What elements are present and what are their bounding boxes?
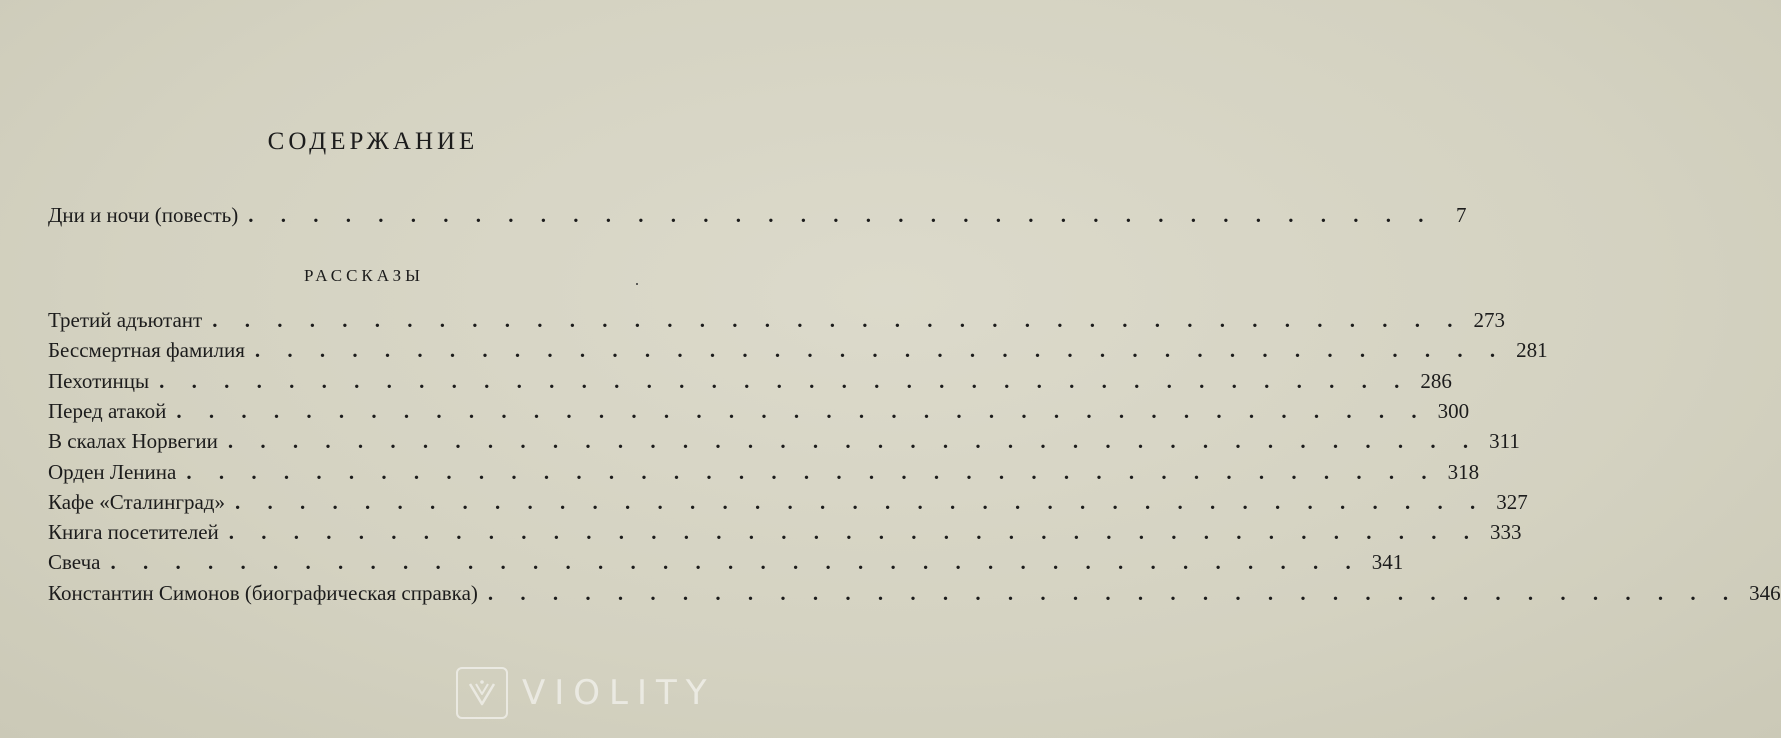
toc-entry-label: Свеча <box>48 550 101 575</box>
toc-entry-page: 318 <box>1447 459 1480 484</box>
dot-leader: . . . . . . . . . . . . . . . . . . . . . . . . . . . . . . . . . . . . . . . <box>254 338 1507 363</box>
toc-entry-page: 273 <box>1473 308 1505 332</box>
toc-entry-page: 300 <box>1437 398 1470 423</box>
toc-entry-label: В скалах Норвегии <box>48 429 218 454</box>
dot-leader: . . . . . . . . . . . . . . . . . . . . . . . . . . . . . . . . . . . . . . . <box>186 459 1438 484</box>
toc-entry <box>48 488 1528 516</box>
toc-entry-label: Орден Ленина <box>48 459 177 484</box>
toc-entry-label: Бессмертная фамилия <box>48 338 245 363</box>
toc-entry-page: 346 <box>1749 580 1781 605</box>
toc-entry-label: Книга посетителей <box>48 520 219 545</box>
toc-entry-label: Пехотинцы <box>48 368 150 393</box>
toc-entry-page: 7 <box>1455 203 1467 227</box>
toc-entry <box>48 427 1520 455</box>
toc-entry <box>48 306 1505 334</box>
toc-entry <box>48 367 1452 395</box>
dot-leader: . . . . . . . . . . . . . . . . . . . . . . . . . . . . . . . . . . . . . . . <box>234 489 1487 514</box>
toc-entry <box>48 336 1548 364</box>
watermark <box>456 666 716 720</box>
toc-entry-page: 327 <box>1496 489 1528 514</box>
toc-entry-page: 286 <box>1420 368 1452 393</box>
toc-entry-label: Перед атакой <box>48 398 167 423</box>
toc-entry-label: Константин Симонов (биографическая справка) <box>48 580 478 605</box>
page-title: СОДЕРЖАНИЕ <box>267 128 479 155</box>
dot-leader: . . . . . . . . . . . . . . . . . . . . . . . . . . . . . . . . . . . . . . . <box>110 550 1362 575</box>
toc-entry <box>48 579 1781 607</box>
toc-entry <box>48 518 1522 546</box>
dot-leader: . . . . . . . . . . . . . . . . . . . . . . . . . . . . . . . . . . . . . . . <box>212 308 1464 332</box>
dot-leader: . . . . . . . . . . . . . . . . . . . . . . . . . . . . . . . . . . . . . <box>248 203 1435 227</box>
toc-entry-label: Дни и ночи (повесть) <box>48 203 239 227</box>
toc-main-entry <box>48 201 1467 229</box>
dot-leader: . . . . . . . . . . . . . . . . . . . . . . . . . . . . . . . . . . . . . . . <box>487 580 1740 605</box>
violity-logo-icon <box>456 667 508 719</box>
toc-entry-page: 311 <box>1489 429 1520 454</box>
toc-entry <box>48 548 1404 576</box>
toc-entry-page: 333 <box>1490 520 1522 545</box>
dot-leader: . . . . . . . . . . . . . . . . . . . . . . . . . . . . . . . . . . . . . . . <box>176 398 1428 423</box>
dot-leader: . . . . . . . . . . . . . . . . . . . . . . . . . . . . . . . . . . . . . . . <box>159 368 1411 393</box>
section-heading: РАССКАЗЫ <box>304 266 424 285</box>
ink-speck <box>636 283 638 285</box>
toc-entry-page: 281 <box>1516 338 1548 363</box>
toc-entry-label: Кафе «Сталинград» <box>48 489 225 514</box>
watermark-text: VIOLITY <box>522 673 716 713</box>
toc-entry-label: Третий адъютант <box>48 308 203 332</box>
toc-entry <box>48 397 1470 425</box>
dot-leader: . . . . . . . . . . . . . . . . . . . . . . . . . . . . . . . . . . . . . . . <box>228 520 1481 545</box>
toc-entry <box>48 458 1480 486</box>
toc-entry-page: 341 <box>1371 550 1404 575</box>
dot-leader: . . . . . . . . . . . . . . . . . . . . . . . . . . . . . . . . . . . . . . . <box>227 429 1480 454</box>
